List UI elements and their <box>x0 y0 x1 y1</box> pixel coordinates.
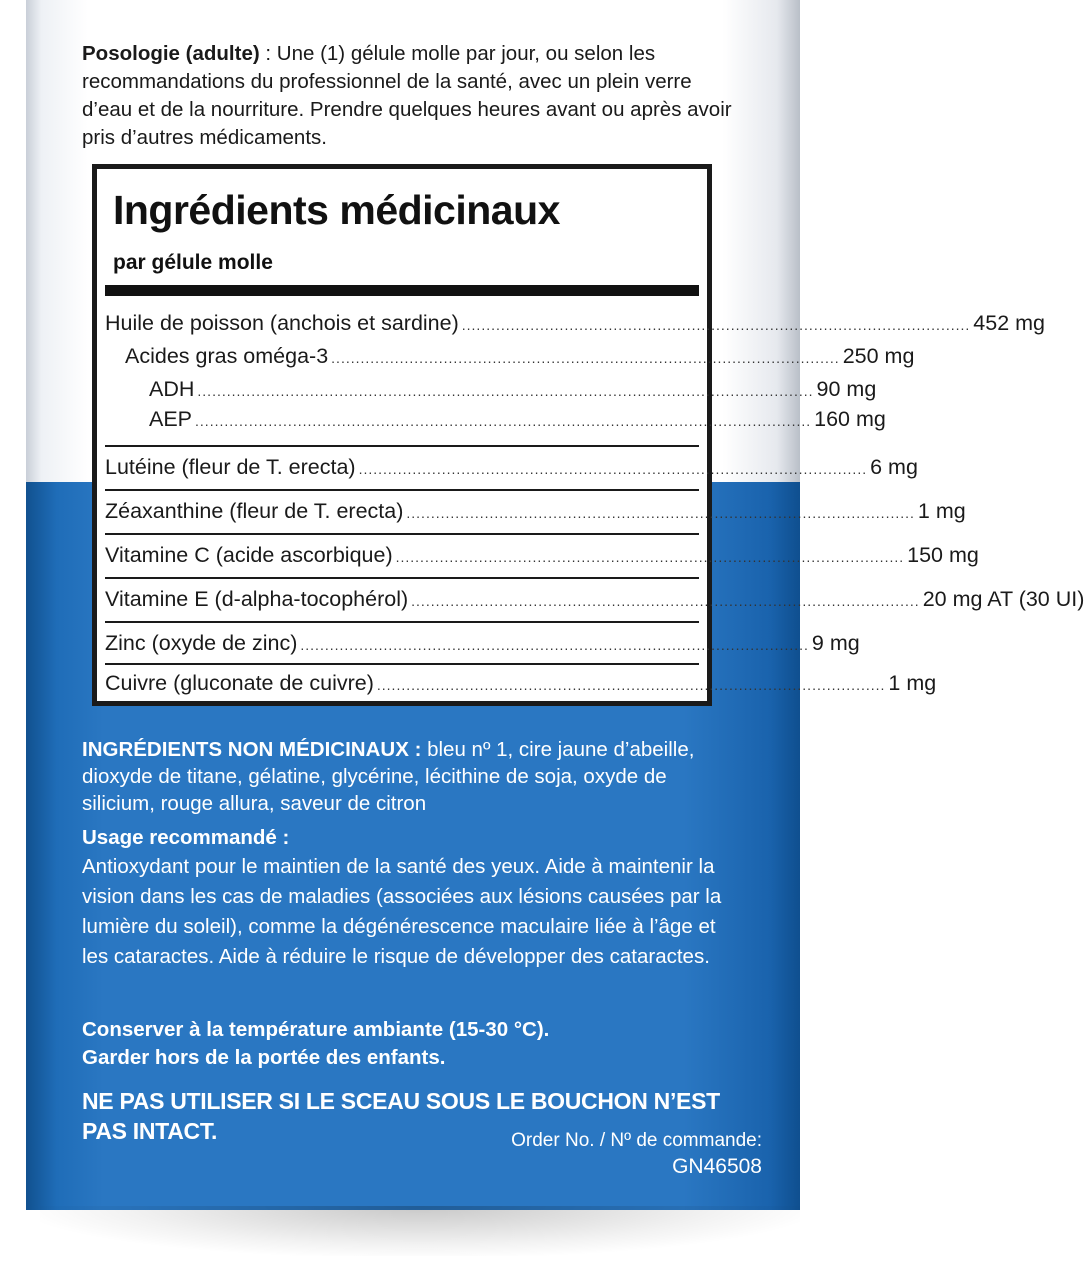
ingredient-name: ADH <box>149 377 195 401</box>
separator <box>105 445 699 447</box>
separator <box>105 577 699 579</box>
ingredient-row <box>105 499 966 524</box>
ingredient-value: 250 mg <box>842 344 915 368</box>
medicinal-ingredients-panel <box>92 164 1084 706</box>
leader-dots: .............................................................................................................................. <box>195 413 812 429</box>
ingredient-value: 6 mg <box>870 455 918 479</box>
separator <box>105 621 699 623</box>
separator <box>105 533 699 535</box>
ingredient-value: 1 mg <box>888 671 937 695</box>
usage-heading: Usage recommandé : <box>82 826 290 849</box>
ingredient-row <box>105 671 937 696</box>
ingredient-name: Lutéine (fleur de T. erecta) <box>105 455 356 479</box>
separator <box>105 489 699 491</box>
usage-text: Antioxydant pour le maintien de la santé des yeux. Aide à maintenir la vision dans les cas de maladies (associées aux lésions causées par la lumière du soleil), comme la dégénérescence maculaire liée à l’âge et les cataractes. Aide à réduire le risque de développer des cataractes. <box>82 855 722 968</box>
ingredient-row <box>105 631 860 656</box>
ingredient-row <box>149 407 886 432</box>
posologie-label: Posologie (adulte) <box>82 42 260 65</box>
ingredient-value: 1 mg <box>917 499 966 523</box>
ingredient-name: Vitamine C (acide ascorbique) <box>105 543 393 567</box>
ingredient-value: 20 mg AT (30 UI) <box>922 587 1084 611</box>
nonmedicinal-label: INGRÉDIENTS NON MÉDICINAUX : <box>82 738 422 761</box>
panel-title: Ingrédients médicinaux <box>113 187 560 233</box>
leader-dots: ........................................................................................................ <box>406 505 915 521</box>
ingredient-value: 160 mg <box>814 407 886 431</box>
leader-dots: ........................................................................................................ <box>461 317 971 333</box>
leader-dots: ........................................................................................................ <box>358 461 868 477</box>
posologie-text <box>82 40 742 152</box>
bottle-shadow <box>40 1206 800 1256</box>
leader-dots: ........................................................................................................ <box>300 637 809 653</box>
storage-line-2: Garder hors de la portée des enfants. <box>82 1046 446 1069</box>
seal-warning: NE PAS UTILISER SI LE SCEAU SOUS LE BOUCHON N’EST PAS INTACT. <box>82 1088 720 1144</box>
order-code: GN46508 <box>672 1155 762 1178</box>
ingredient-name: Zéaxanthine (fleur de T. erecta) <box>105 499 404 523</box>
nonmedicinal-ingredients <box>82 736 732 817</box>
ingredient-name: Cuivre (gluconate de cuivre) <box>105 671 374 695</box>
ingredient-value: 9 mg <box>811 631 860 655</box>
ingredient-row <box>105 587 1084 612</box>
leader-dots: ........................................................................................................ <box>395 549 905 565</box>
ingredient-name: AEP <box>149 407 193 431</box>
ingredient-row <box>105 543 979 568</box>
ingredient-value: 452 mg <box>973 311 1046 335</box>
ingredient-row <box>125 344 915 369</box>
leader-dots: .............................................................................................................................. <box>197 383 814 399</box>
leader-dots: ........................................................................................................ <box>411 593 920 609</box>
ingredient-name: Huile de poisson (anchois et sardine) <box>105 311 459 335</box>
storage-instructions <box>82 1016 732 1072</box>
ingredient-row <box>105 455 918 480</box>
ingredient-name: Vitamine E (d-alpha-tocophérol) <box>105 587 409 611</box>
order-number <box>511 1128 762 1180</box>
thick-rule <box>105 285 699 296</box>
product-label <box>26 0 1084 1210</box>
ingredient-value: 150 mg <box>907 543 979 567</box>
panel-subtitle: par gélule molle <box>113 251 273 274</box>
ingredient-value: 90 mg <box>816 377 877 401</box>
posologie-body: : Une (1) gélule molle par jour, ou selon les recommandations du professionnel de la santé, avec un plein verre d’eau et de la nourriture. Prendre quelques heures avant ou après avoir pris d’autres médicaments. <box>82 42 732 149</box>
separator <box>105 663 699 665</box>
ingredient-name: Acides gras oméga-3 <box>125 344 329 368</box>
leader-dots: ........................................................................................................ <box>376 677 886 693</box>
ingredient-row <box>105 311 1046 336</box>
leader-dots: ........................................................................................................ <box>331 350 840 366</box>
ingredient-name: Zinc (oxyde de zinc) <box>105 631 298 655</box>
nonmedicinal-body: bleu nº 1, cire jaune d’abeille, dioxyde de titane, gélatine, glycérine, lécithine de soja, oxyde de silicium, rouge allura, saveur de citron <box>82 738 695 815</box>
storage-line-1: Conserver à la température ambiante (15-30 °C). <box>82 1018 550 1041</box>
order-label: Order No. / Nº de commande: <box>511 1130 762 1151</box>
ingredient-row <box>149 377 877 402</box>
